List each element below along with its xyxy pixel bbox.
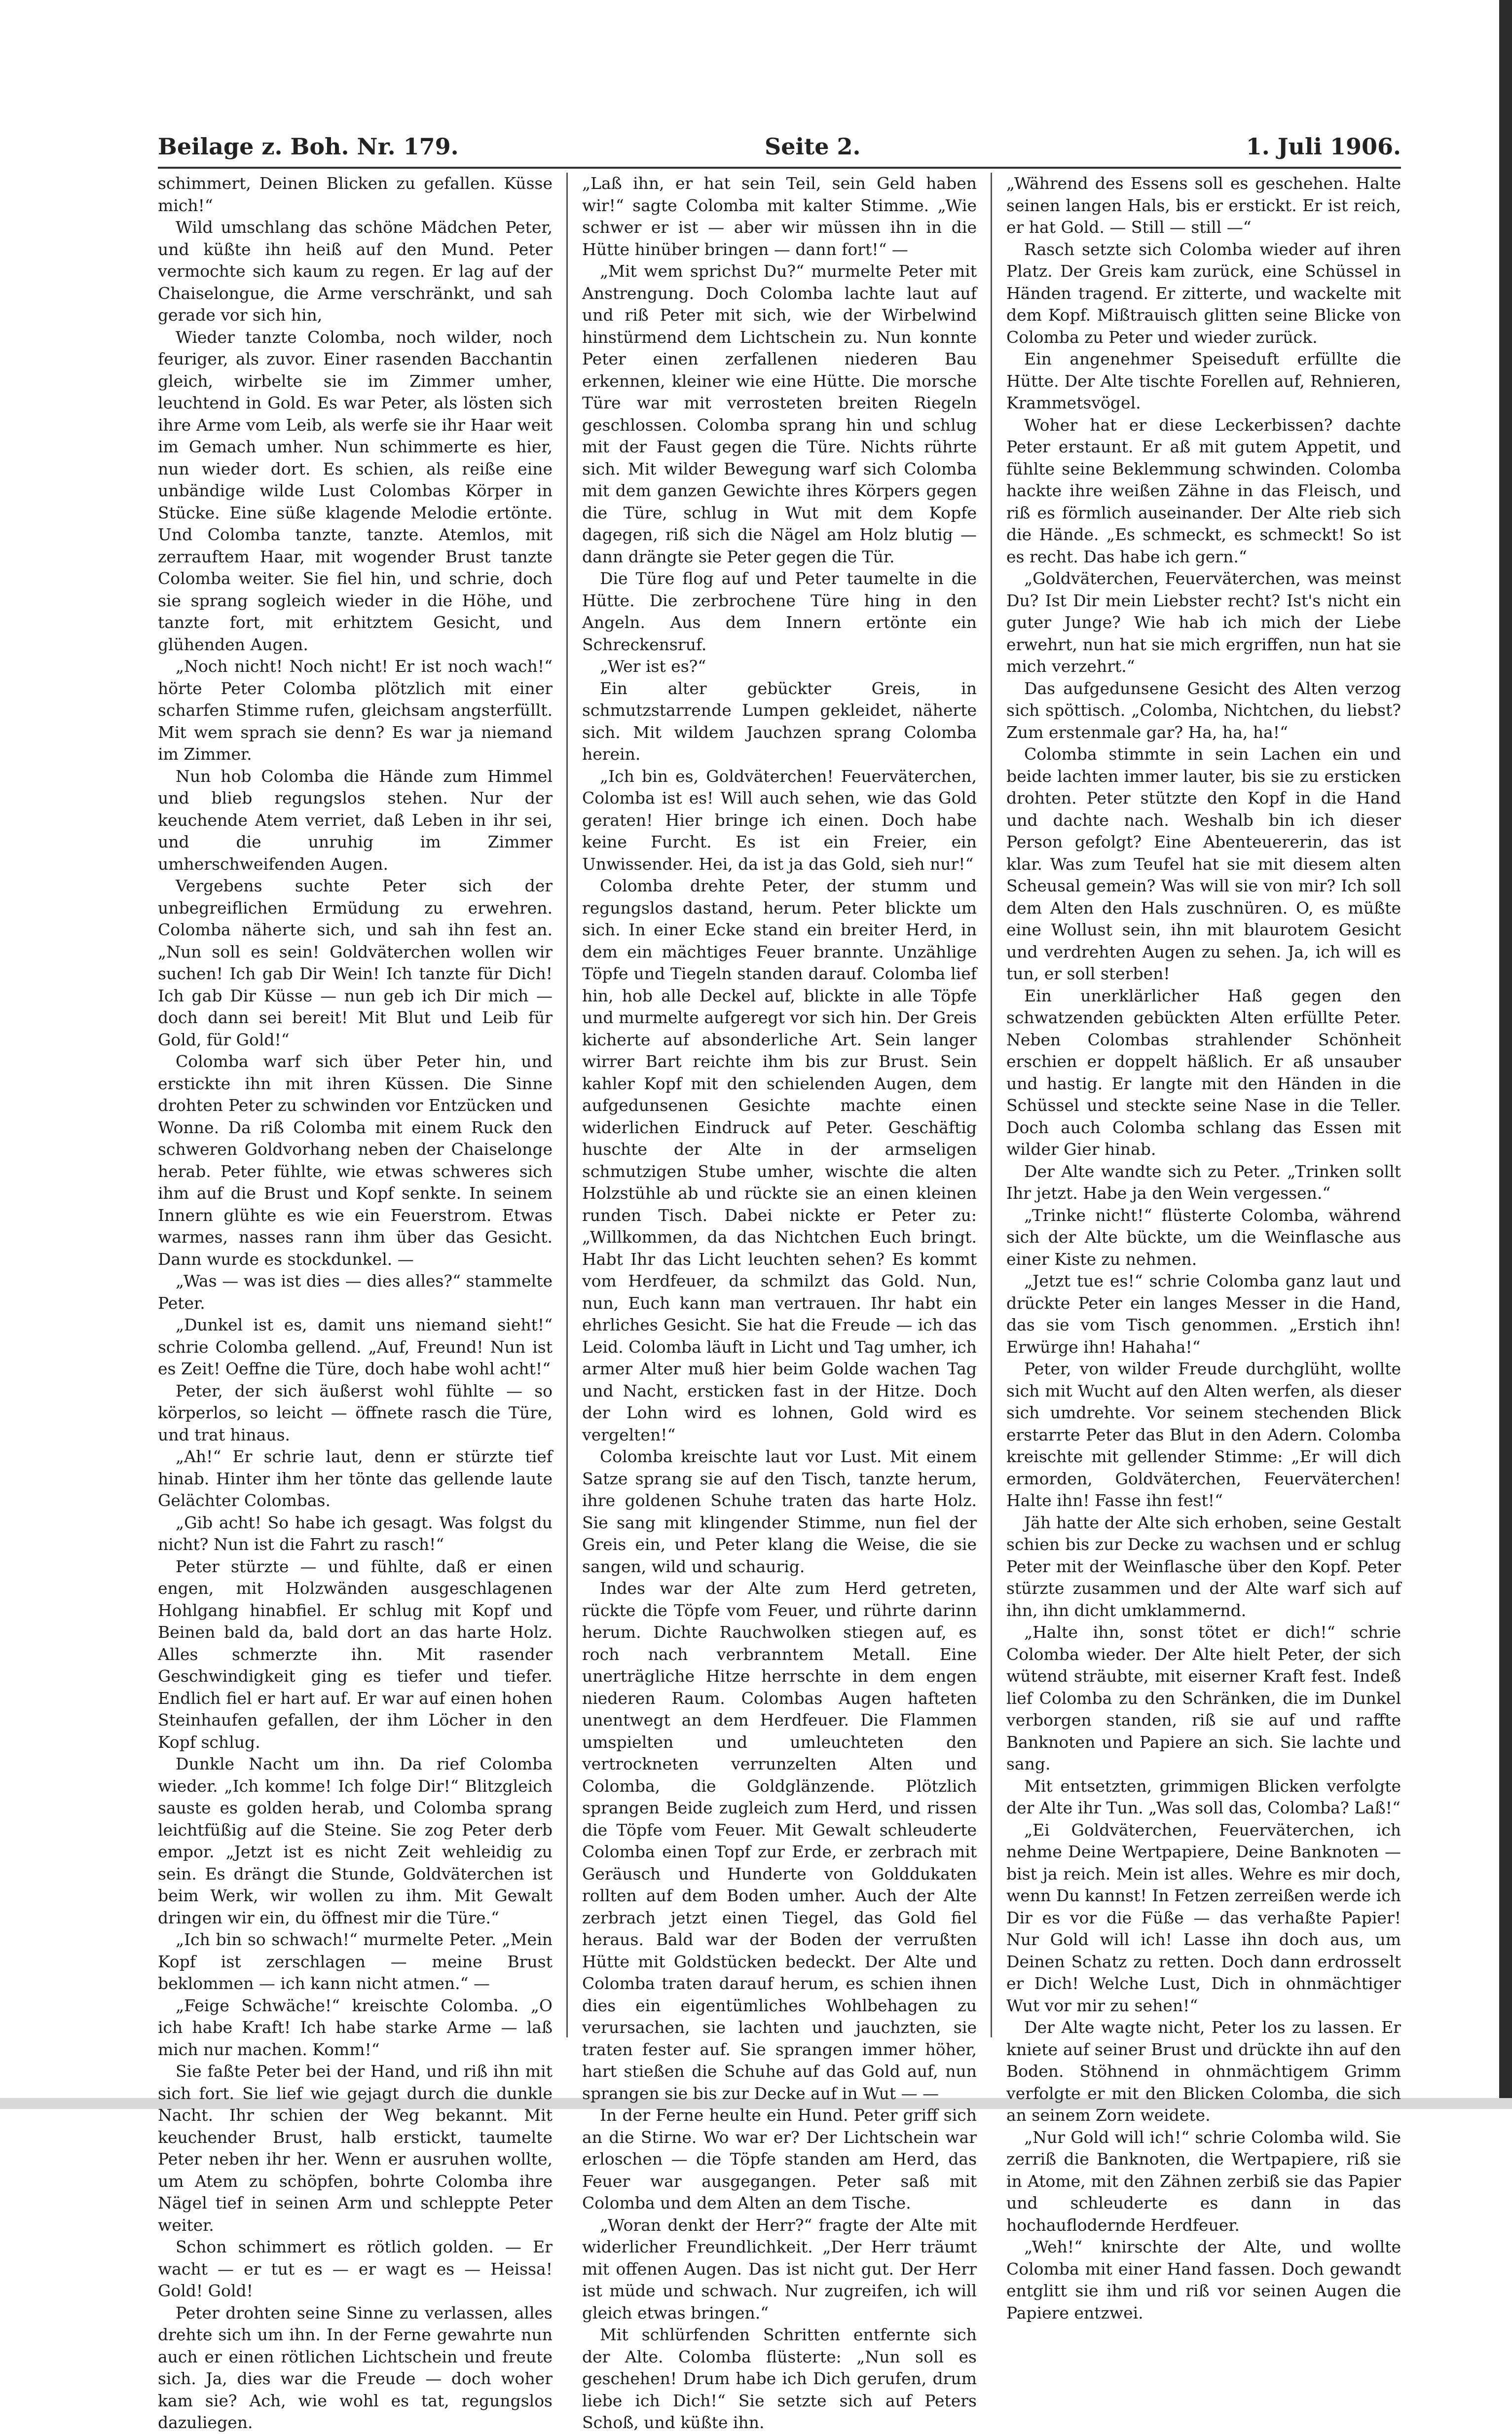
paragraph: Ein alter gebückter Greis, in schmutzstarrende Lumpen gekleidet, näherte sich. Mit wildem Jauchzen sprang Colomba herein. — [582, 678, 977, 764]
paragraph: Nun hob Colomba die Hände zum Himmel und blieb regungslos stehen. Nur der keuchende Atem verriet, daß Leben in ihr sei, und die unruhig im Zimmer umherschweifenden Augen. — [158, 766, 553, 874]
paragraph: Die Türe flog auf und Peter taumelte in die Hütte. Die zerbrochene Türe hing in den Angeln. Aus dem Innern ertönte ein Schreckensruf. — [582, 569, 977, 654]
column-1 — [158, 173, 553, 2432]
paragraph: Colomba kreischte laut vor Lust. Mit einem Satze sprang sie auf den Tisch, tanzte herum, ihre goldenen Schuhe traten das harte Holz. Sie sang mit klingender Stimme, nun fiel der Greis ein, und Peter klang die Weise, die sie sangen, wild und schaurig. — [582, 1447, 977, 1576]
paragraph: Rasch setzte sich Colomba wieder auf ihren Platz. Der Greis kam zurück, eine Schüssel in Händen tragend. Er zitterte, und wackelte mit dem Kopf. Mißtrauisch glitten seine Blicke von Colomba zu Peter und wieder zurück. — [1006, 239, 1401, 347]
paragraph: „Laß ihn, er hat sein Teil, sein Geld haben wir!“ sagte Colomba mit kalter Stimme. „Wie schwer er ist — aber wir müssen ihn in die Hütte hinüber bringen — dann fort!“ — — [582, 174, 977, 259]
header-page-number: Seite 2. — [765, 133, 861, 160]
newspaper-page — [158, 123, 1401, 2432]
paragraph: Peter stürzte — und fühlte, daß er einen engen, mit Holzwänden ausgeschlagenen Hohlgang hinabfiel. Er schlug mit Kopf und Beinen bald da, bald dort an das harte Holz. Alles schmerzte ihn. Mit rasender Geschwindigkeit ging es tiefer und tiefer. Endlich fiel er hart auf. Er war auf einen hohen Steinhaufen gefallen, der ihm Löcher in den Kopf schlug. — [158, 1556, 553, 1752]
paragraph: „Ich bin so schwach!“ murmelte Peter. „Mein Kopf ist zerschlagen — meine Brust beklommen — ich kann nicht atmen.“ — — [158, 1930, 553, 1993]
paragraph: „Ah!“ Er schrie laut, denn er stürzte tief hinab. Hinter ihm her tönte das gellende laute Gelächter Colombas. — [158, 1447, 553, 1510]
paragraph: Der Alte wandte sich zu Peter. „Trinken sollt Ihr jetzt. Habe ja den Wein vergessen.“ — [1006, 1161, 1401, 1203]
header-rule — [158, 167, 1401, 169]
paragraph: „Wer ist es?“ — [600, 657, 706, 676]
paragraph: „Gib acht! So habe ich gesagt. Was folgst du nicht? Nun ist die Fahrt zu rasch!“ — [158, 1512, 553, 1554]
paragraph: Wieder tanzte Colomba, noch wilder, noch feuriger, als zuvor. Einer rasenden Bacchantin gleich, wirbelte sie im Zimmer umher, leuchtend in Gold. Es war Peter, als lösten sich ihre Arme vom Leib, als werfe sie ihr Haar weit im Gemach umher. Nun schimmerte es hier, nun wieder dort. Es schien, als reiße eine unbändige wilde Lust Colombas Körper in Stücke. Eine süße klagende Melodie ertönte. Und Colomba tanzte, tanzte. Atemlos, mit zerrauftem Haar, mit wogender Brust tanzte Colomba weiter. Sie fiel hin, und schrie, doch sie sprang sogleich wieder in die Höhe, und tanzte fort, mit erhitztem Gesicht, und glühenden Augen. — [158, 327, 553, 654]
paragraph: Peter, von wilder Freude durchglüht, wollte sich mit Wucht auf den Alten werfen, als dieser sich umdrehte. Vor seinem stechenden Blick erstarrte Peter das Blut in den Adern. Colomba kreischte mit gellender Stimme: „Er will dich ermorden, Goldväterchen, Feuerväterchen! Halte ihn! Fasse ihn fest!“ — [1006, 1359, 1401, 1510]
text-columns — [158, 173, 1401, 2432]
paragraph: Mit entsetzten, grimmigen Blicken verfolgte der Alte ihr Tun. „Was soll das, Colomba? Laß!“ — [1006, 1776, 1401, 1817]
paragraph: „Trinke nicht!“ flüsterte Colomba, während sich der Alte bückte, um die Weinflasche aus einer Kiste zu nehmen. — [1006, 1205, 1401, 1269]
paragraph: Ein angenehmer Speiseduft erfüllte die Hütte. Der Alte tischte Forellen auf, Rehnieren, Krammetsvögel. — [1006, 349, 1401, 412]
paragraph: In der Ferne heulte ein Hund. Peter griff sich an die Stirne. Wo war er? Der Lichtschein war erloschen — die Töpfe standen am Herd, das Feuer war ausgegangen. Peter saß mit Colomba und dem Alten an dem Tische. — [582, 2105, 977, 2213]
scan-edge-right — [1499, 0, 1512, 2109]
page-header — [158, 123, 1401, 163]
paragraph: Sie faßte Peter bei der Hand, und riß ihn mit sich fort. Sie lief wie gejagt durch die dunkle Nacht. Ihr schien der Weg bekannt. Mit keuchender Brust, halb erstickt, taumelte Peter neben ihr her. Wenn er ausruhen wollte, um Atem zu schöpfen, bohrte Colomba ihre Nägel tief in seinen Arm und schleppte Peter weiter. — [158, 2062, 553, 2235]
column-divider-2 — [991, 173, 992, 2037]
paragraph: Peter drohten seine Sinne zu verlassen, alles drehte sich um ihn. In der Ferne gewahrte nun auch er einen rötlichen Lichtschein und freute sich. Ja, dies war die Freude — doch woher kam sie? Ach, wie wohl es tat, regungslos dazuliegen. — [158, 2303, 553, 2432]
paragraph: Woher hat er diese Leckerbissen? dachte Peter erstaunt. Er aß mit gutem Appetit, und fühlte seine Beklemmung schwinden. Colomba hackte ihre weißen Zähne in das Fleisch, und riß es förmlich auseinander. Der Alte rieb sich die Hände. „Es schmeckt, es schmeckt! So ist es recht. Das habe ich gern.“ — [1006, 415, 1401, 566]
paragraph: Das aufgedunsene Gesicht des Alten verzog sich spöttisch. „Colomba, Nichtchen, du liebst? Zum erstenmale gar? Ha, ha, ha!“ — [1006, 678, 1401, 742]
paragraph: „Dunkel ist es, damit uns niemand sieht!“ schrie Colomba gellend. „Auf, Freund! Nun ist es Zeit! Oeffne die Türe, doch habe wohl acht!“ — [158, 1315, 553, 1378]
paragraph: „Woran denkt der Herr?“ fragte der Alte mit widerlicher Freundlichkeit. „Der Herr träumt mit offenen Augen. Das ist nicht gut. Der Herr ist müde und schwach. Nur zugreifen, ich will gleich etwas bringen.“ — [582, 2215, 977, 2323]
paragraph: Indes war der Alte zum Herd getreten, rückte die Töpfe vom Feuer, und rührte darinn herum. Dichte Rauchwolken stiegen auf, es roch nach verbranntem Metall. Eine unerträgliche Hitze herrschte in dem engen niederen Raum. Colombas Augen hafteten unentwegt an dem Herdfeuer. Die Flammen umspielten und umleuchteten den vertrockneten verrunzelten Alten und Colomba, die Goldglänzende. Plötzlich sprangen Beide zugleich zum Herd, und rissen die Töpfe vom Feuer. Mit Gewalt schleuderte Colomba einen Topf zur Erde, er zerbrach mit Geräusch und Hunderte von Golddukaten rollten auf dem Boden umher. Auch der Alte zerbrach jetzt einen Tiegel, das Gold fiel heraus. Bald war der Boden der verrußten Hütte mit Goldstücken bedeckt. Der Alte und Colomba traten darauf herum, es schien ihnen dies ein eigentümliches Wohlbehagen zu verursachen, sie lachten und jauchzten, sie traten fester auf. Sie sprangen immer höher, hart stießen die Schuhe auf das Gold auf, nun sprangen sie bis zur Decke auf in Wut — — — [582, 1579, 977, 2103]
paragraph: Dunkle Nacht um ihn. Da rief Colomba wieder. „Ich komme! Ich folge Dir!“ Blitzgleich sauste es golden herab, und Colomba sprang leichtfüßig auf die Steine. Sie zog Peter derb empor. „Jetzt ist es nicht Zeit wehleidig zu sein. Es drängt die Stunde, Goldväterchen ist beim Werk, wir wollen zu ihm. Mit Gewalt dringen wir ein, du öffnest mir die Türe.“ — [158, 1754, 553, 1927]
paragraph: „Nur Gold will ich!“ schrie Colomba wild. Sie zerriß die Banknoten, die Wertpapiere, riß sie in Atome, mit den Zähnen zerbiß sie das Papier und schleuderte es dann in das hochauflodernde Herdfeuer. — [1006, 2127, 1401, 2235]
paragraph: Colomba stimmte in sein Lachen ein und beide lachten immer lauter, bis sie zu ersticken drohten. Peter stützte den Kopf in die Hand und dachte nach. Weshalb bin ich dieser Person gefolgt? Eine Abenteuererin, das ist klar. Was zum Teufel hat sie mit diesem alten Scheusal gemein? Was will sie von mir? Ich soll dem Alten den Hals zuschnüren. O, es müßte eine Wollust sein, ihn mit blaurotem Gesicht und verdrehten Augen zu sehen. Ja, ich will es tun, er soll sterben! — [1006, 744, 1401, 983]
paragraph: Wild umschlang das schöne Mädchen Peter, und küßte ihn heiß auf den Mund. Peter vermochte sich kaum zu regen. Er lag auf der Chaiselongue, die Arme verschränkt, und sah gerade vor sich hin, — [158, 218, 553, 325]
paragraph: Der Alte wagte nicht, Peter los zu lassen. Er kniete auf seiner Brust und drückte ihn auf den Boden. Stöhnend in ohnmächtigem Grimm verfolgte er mit den Blicken Colomba, die sich an seinem Zorn weidete. — [1006, 2018, 1401, 2125]
paragraph: Colomba warf sich über Peter hin, und erstickte ihn mit ihren Küssen. Die Sinne drohten Peter zu schwinden vor Entzücken und Wonne. Da riß Colomba mit einem Ruck den schweren Goldvorhang neben der Chaiselonge herab. Peter fühlte, wie etwas schweres sich ihm auf die Brust und Kopf senkte. In seinem Innern glühte es wie ein Feuerstrom. Etwas warmes, nasses rann ihm über das Gesicht. Dann wurde es stockdunkel. — — [158, 1052, 553, 1269]
paragraph: „Halte ihn, sonst tötet er dich!“ schrie Colomba wieder. Der Alte hielt Peter, der sich wütend sträubte, mit eiserner Kraft fest. Indeß lief Colomba zu den Schränken, die im Dunkel verborgen standen, riß sie auf und raffte Banknoten und Papiere an sich. Sie lachte und sang. — [1006, 1623, 1401, 1773]
paragraph: Vergebens suchte Peter sich der unbegreiflichen Ermüdung zu erwehren. Colomba näherte sich, und sah ihn fest an. „Nun soll es sein! Goldväterchen wollen wir suchen! Ich gab Dir Wein! Ich tanzte für Dich! Ich gab Dir Küsse — nun geb ich Dir mich — doch dann sei bereit! Mit Blut und Leib für Gold, für Gold!“ — [158, 876, 553, 1049]
header-supplement-label: Beilage z. Boh. Nr. 179. — [158, 133, 459, 160]
paragraph: „Während des Essens soll es geschehen. Halte seinen langen Hals, bis er erstickt. Er ist reich, er hat Gold. — Still — still —“ — [1006, 174, 1401, 237]
column-divider-1 — [566, 173, 568, 2037]
paragraph: „Feige Schwäche!“ kreischte Colomba. „O ich habe Kraft! Ich habe starke Arme — laß mich nur machen. Komm!“ — [158, 1995, 553, 2059]
paragraph: „Ei Goldväterchen, Feuerväterchen, ich nehme Deine Wertpapiere, Deine Banknoten — bist ja reich. Mein ist alles. Wehre es mir doch, wenn Du kannst! In Fetzen zerreißen werde ich Dir es vor die Füße — das verhaßte Papier! Nur Gold will ich! Lasse ihn doch aus, um Deinen Schatz zu retten. Doch dann erdrosselt er Dich! Welche Lust, Dich in ohnmächtiger Wut vor mir zu sehen!“ — [1006, 1820, 1401, 2015]
paragraph: „Noch nicht! Noch nicht! Er ist noch wach!“ hörte Peter Colomba plötzlich mit einer scharfen Stimme rufen, gleichsam angsterfüllt. Mit wem sprach sie denn? Es war ja niemand im Zimmer. — [158, 657, 553, 764]
column-2 — [582, 173, 977, 2432]
paragraph: Ein unerklärlicher Haß gegen den schwatzenden gebückten Alten erfüllte Peter. Neben Colombas strahlender Schönheit erschien er doppelt häßlich. Er aß unsauber und hastig. Er langte mit den Händen in die Schüssel und steckte seine Nase in die Teller. Doch auch Colomba schlang das Essen mit wilder Gier hinab. — [1006, 986, 1401, 1159]
paragraph: Colomba drehte Peter, der stumm und regungslos dastand, herum. Peter blickte um sich. In einer Ecke stand ein breiter Herd, in dem ein mächtiges Feuer brannte. Unzählige Töpfe und Tiegeln standen darauf. Colomba lief hin, hob alle Deckel auf, blickte in alle Töpfe und murmelte aufgeregt vor sich hin. Der Greis kicherte auf absonderliche Art. Sein langer wirrer Bart reichte ihm bis zur Brust. Sein kahler Kopf mit den schielenden Augen, dem aufgedunsenen Gesichte machte einen widerlichen Eindruck auf Peter. Geschäftig huschte der Alte in der armseligen schmutzigen Stube umher, wischte die alten Holzstühle ab und rückte sie an einen kleinen runden Tisch. Dabei nickte er Peter zu: „Willkommen, da das Nichtchen Euch bringt. Habt Ihr das Licht leuchten sehen? Es kommt vom Herdfeuer, da schmilzt das Gold. Nun, nun, Euch kann man vertrauen. Ihr habt ein ehrliches Gesicht. Sie hat die Freude — ich das Leid. Colomba läuft in Licht und Tag umher, ich armer Alter muß hier beim Golde wachen Tag und Nacht, ersticken fast in der Hitze. Doch der Lohn wird es lohnen, Gold wird es vergelten!“ — [582, 876, 977, 1444]
paragraph: Jäh hatte der Alte sich erhoben, seine Gestalt schien bis zur Decke zu wachsen und er schlug Peter mit der Weinflasche über den Kopf. Peter stürzte zusammen und der Alte warf sich auf ihn, ihn dicht umklammernd. — [1006, 1512, 1401, 1620]
paragraph: „Weh!“ knirschte der Alte, und wollte Colomba mit einer Hand fassen. Doch gewandt entglitt sie ihm und riß vor seinen Augen die Papiere entzwei. — [1006, 2237, 1401, 2323]
column-3 — [1006, 173, 1401, 2323]
paragraph: „Was — was ist dies — dies alles?“ stammelte Peter. — [158, 1271, 553, 1313]
paragraph: „Ich bin es, Goldväterchen! Feuerväterchen, Colomba ist es! Will auch sehen, wie das Gold geraten! Hier bringe ich einen. Doch habe keine Furcht. Es ist ein Freier, ein Unwissender. Hei, da ist ja das Gold, sieh nur!“ — [582, 766, 977, 874]
paragraph: „Goldväterchen, Feuerväterchen, was meinst Du? Ist Dir mein Liebster recht? Ist's nicht ein guter Junge? Wie hab ich mich der Liebe erwehrt, nun hat sie mich ergriffen, nun hat sie mich verzehrt.“ — [1006, 569, 1401, 676]
paragraph: Peter, der sich äußerst wohl fühlte — so körperlos, so leicht — öffnete rasch die Türe, und trat hinaus. — [158, 1381, 553, 1444]
header-date: 1. Juli 1906. — [1246, 133, 1401, 160]
paragraph: „Mit wem sprichst Du?“ murmelte Peter mit Anstrengung. Doch Colomba lachte laut auf und riß Peter mit sich, wie der Wirbelwind hinstürmend dem Lichtschein zu. Nun konnte Peter einen zerfallenen niederen Bau erkennen, kleiner wie eine Hütte. Die morsche Türe war mit verrosteten breiten Riegeln geschlossen. Colomba sprang hin und schlug mit der Faust gegen die Türe. Nichts rührte sich. Mit wilder Bewegung warf sich Colomba mit dem ganzen Gewichte ihres Körpers gegen die Türe, schlug in Wut mit dem Kopfe dagegen, riß sich die Nägel am Holz blutig — dann drängte sie Peter gegen die Tür. — [582, 261, 977, 566]
paragraph: Mit schlürfenden Schritten entfernte sich der Alte. Colomba flüsterte: „Nun soll es geschehen! Drum habe ich Dich gerufen, drum liebe ich Dich!“ Sie setzte sich auf Peters Schoß, und küßte ihn. — [582, 2325, 977, 2432]
paragraph: schimmert, Deinen Blicken zu gefallen. Küsse mich!“ — [158, 174, 553, 215]
paragraph: Schon schimmert es rötlich golden. — Er wacht — er tut es — er wagt es — Heissa! Gold! Gold! — [158, 2237, 553, 2300]
paragraph: „Jetzt tue es!“ schrie Colomba ganz laut und drückte Peter ein langes Messer in die Hand, das sie vom Tisch genommen. „Erstich ihn! Erwürge ihn! Hahaha!“ — [1006, 1271, 1401, 1357]
